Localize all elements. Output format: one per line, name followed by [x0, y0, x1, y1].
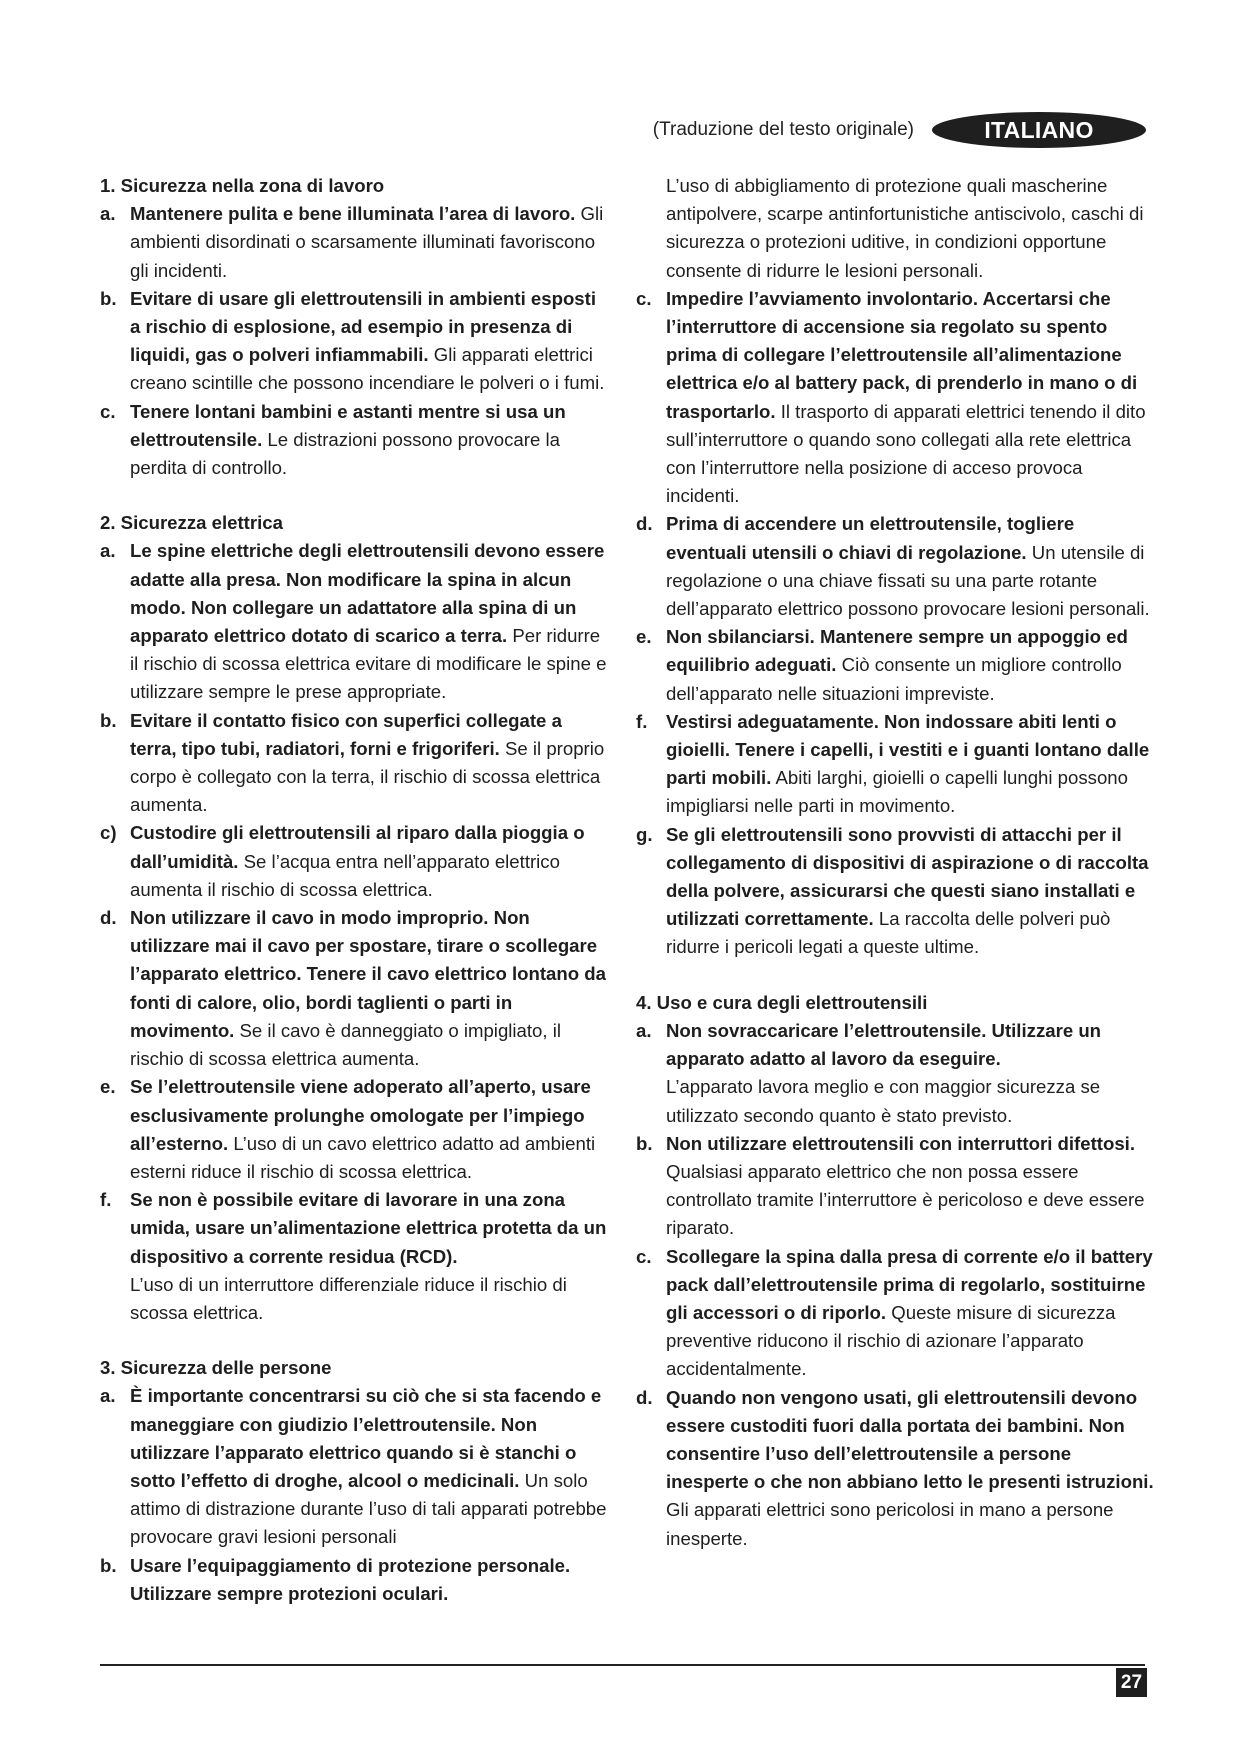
- section-title-electrical: 2. Sicurezza elettrica: [100, 512, 283, 534]
- page-header: [653, 112, 1146, 148]
- list-item: a. Mantenere pulita e bene illuminata l’area di lavoro. Gli ambienti disordinati o scarsamente illuminati favoriscono gli incidenti.: [100, 203, 604, 281]
- footer-divider: [100, 1664, 1145, 1666]
- list-item: a. Le spine elettriche degli elettroutensili devono essere adatte alla presa. Non modificare la spina in alcun modo. Non collegare un adattatore alla spina di un apparato elettrico dotato di scarico a terra. Per ridurre il rischio di scossa elettrica evitare di modificare le spine e utilizzare sempre le prese appropriate.: [100, 540, 607, 703]
- section-title-personal-safety: 3. Sicurezza delle persone: [100, 1357, 332, 1379]
- list-item: d. Prima di accendere un elettroutensile, togliere eventuali utensili o chiavi di regolazione. Un utensile di regolazione o una chiave fissati su una parte rotante dell’apparato elettrico possono provocare lesioni personali.: [636, 513, 1150, 620]
- list-item: c) Custodire gli elettroutensili al riparo dalla pioggia o dall’umidità. Se l’acqua entra nell’apparato elettrico aumenta il rischio di scossa elettrica.: [100, 822, 585, 900]
- left-column: [100, 172, 610, 1608]
- list-item: b. Non utilizzare elettroutensili con interruttori difettosi. Qualsiasi apparato elettrico che non possa essere controllato tramite l’interruttore è pericoloso e deve essere riparato.: [636, 1132, 1145, 1239]
- list-item: e. Non sbilanciarsi. Mantenere sempre un appoggio ed equilibrio adeguati. Ciò consente un migliore controllo dell’apparato nelle situazioni impreviste.: [636, 626, 1128, 704]
- list-item: g. Se gli elettroutensili sono provvisti di attacchi per il collegamento di dispositivi di aspirazione o di raccolta della polvere, assicurarsi che questi siano installati e utilizzati correttamente. La raccolta delle polveri può ridurre i pericoli legati a queste ultime.: [636, 823, 1149, 958]
- page-number: 27: [1116, 1668, 1147, 1697]
- list-item: a. È importante concentrarsi su ciò che si sta facendo e maneggiare con giudizio l’elettroutensile. Non utilizzare l’apparato elettrico quando si è stanchi o sotto l’effetto di droghe, alcool o medicinali. Un solo attimo di distrazione durante l’uso di tali apparati potrebbe provocare gravi lesioni personali: [100, 1385, 607, 1548]
- list-item: c. Impedire l’avviamento involontario. Accertarsi che l’interruttore di accensione sia regolato su spento prima di collegare l’elettroutensile all’alimentazione elettrica e/o al battery pack, di prenderlo in mano o di trasportarlo. Il trasporto di apparati elettrici tenendo il dito sull’interruttore o quando sono collegati alla rete elettrica con l’interruttore nella posizione di acceso provoca incidenti.: [636, 287, 1146, 507]
- list-item: f. Vestirsi adeguatamente. Non indossare abiti lenti o gioielli. Tenere i capelli, i vestiti e i guanti lontano dalle parti mobili. Abiti larghi, gioielli o capelli lunghi possono impigliarsi nelle parti in movimento.: [636, 710, 1150, 817]
- list-item: b. Evitare di usare gli elettroutensili in ambienti esposti a rischio di esplosione, ad esempio in presenza di liquidi, gas o polveri infiammabili. Gli apparati elettrici creano scintille che possono incendiare le polveri o i fumi.: [100, 287, 605, 394]
- list-item: d. Quando non vengono usati, gli elettroutensili devono essere custoditi fuori dalla portata dei bambini. Non consentire l’uso dell’elettroutensile a persone inesperte o che non abbiano letto le presenti istruzioni. Gli apparati elettrici sono pericolosi in mano a persone inesperte.: [636, 1386, 1154, 1549]
- continued-paragraph: L’uso di abbigliamento di protezione quali mascherine antipolvere, scarpe antinfortunistiche antiscivolo, caschi di sicurezza o protezioni uditive, in condizioni opportune consente di ridurre le lesioni personali.: [666, 175, 1144, 281]
- list-item: b. Evitare il contatto fisico con superfici collegate a terra, tipo tubi, radiatori, forni e frigoriferi. Se il proprio corpo è collegato con la terra, il rischio di scossa elettrica aumenta.: [100, 709, 605, 816]
- list-item: e. Se l’elettroutensile viene adoperato all’aperto, usare esclusivamente prolunghe omologate per l’impiego all’esterno. L’uso di un cavo elettrico adatto ad ambienti esterni riduce il rischio di scossa elettrica.: [100, 1076, 596, 1182]
- list-item: f. Se non è possibile evitare di lavorare in una zona umida, usare un’alimentazione elettrica protetta da un dispositivo a corrente residua (RCD). L’uso di un interruttore differenziale riduce il rischio di scossa elettrica.: [100, 1189, 607, 1323]
- section-title-tool-use: 4. Uso e cura degli elettroutensili: [636, 991, 928, 1013]
- list-item: c. Tenere lontani bambini e astanti mentre si usa un elettroutensile. Le distrazioni possono provocare la perdita di controllo.: [100, 400, 566, 479]
- list-item: d. Non utilizzare il cavo in modo improprio. Non utilizzare mai il cavo per spostare, tirare o scollegare l’apparato elettrico. Tenere il cavo elettrico lontano da fonti di calore, olio, bordi taglienti o parti in movimento. Se il cavo è danneggiato o impigliato, il rischio di scossa elettrica aumenta.: [100, 907, 606, 1070]
- translation-note: (Traduzione del testo originale): [652, 119, 914, 140]
- list-item: a. Non sovraccaricare l’elettroutensile. Utilizzare un apparato adatto al lavoro da eseguire. L’apparato lavora meglio e con maggior sicurezza se utilizzato secondo quanto è stato previsto.: [636, 1019, 1102, 1126]
- section-title-work-area: 1. Sicurezza nella zona di lavoro: [100, 175, 385, 196]
- language-badge: ITALIANO: [932, 112, 1146, 148]
- right-column: [636, 172, 1156, 1553]
- list-item: b. Usare l’equipaggiamento di protezione personale. Utilizzare sempre protezioni oculari.: [100, 1554, 571, 1604]
- list-item: c. Scollegare la spina dalla presa di corrente e/o il battery pack dall’elettroutensile prima di regolarlo, sostituirne gli accessori o di riporlo. Queste misure di sicurezza preventive riducono il rischio di azionare l’apparato accidentalmente.: [636, 1245, 1153, 1380]
